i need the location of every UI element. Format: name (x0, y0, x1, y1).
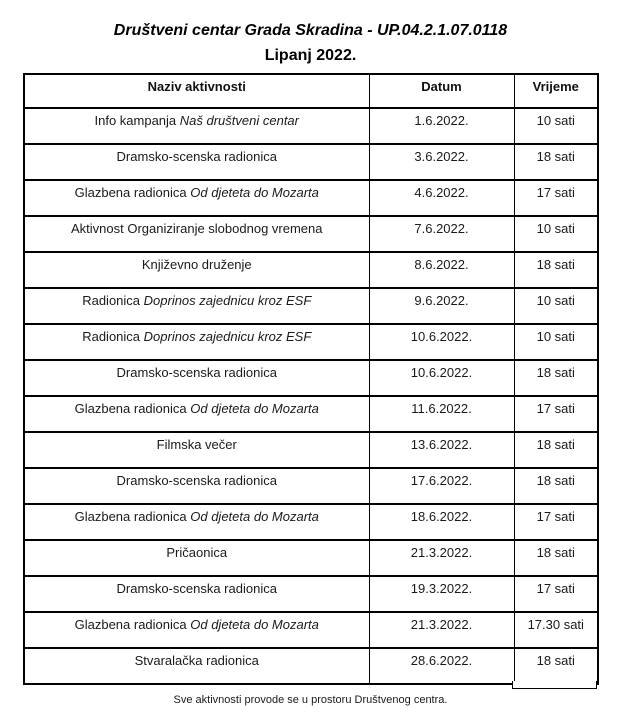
activity-name-text: Filmska večer (156, 437, 237, 452)
activity-time-cell: 17 sati (514, 180, 598, 216)
activity-name-italic-text: Od djeteta do Mozarta (190, 401, 319, 416)
activity-name-cell (24, 252, 369, 288)
column-header-naziv-aktivnosti: Naziv aktivnosti (24, 74, 369, 108)
table-row (24, 648, 598, 684)
activity-name-cell (24, 576, 369, 612)
activity-name-cell (24, 540, 369, 576)
activity-time-cell: 17.30 sati (514, 612, 598, 648)
activity-name-cell (24, 432, 369, 468)
activity-date-cell: 7.6.2022. (369, 216, 514, 252)
table-row (24, 360, 598, 396)
activity-name-cell (24, 216, 369, 252)
activity-time-cell: 10 sati (514, 324, 598, 360)
activity-name-text: Pričaonica (166, 545, 228, 560)
activity-time-cell: 18 sati (514, 648, 598, 684)
activity-time-cell: 18 sati (514, 468, 598, 504)
activity-name-cell (24, 468, 369, 504)
table-row (24, 144, 598, 180)
activity-date-cell: 13.6.2022. (369, 432, 514, 468)
table-row (24, 216, 598, 252)
activity-name-text: Dramsko-scenska radionica (116, 149, 277, 164)
activity-name-text: Info kampanja (94, 113, 180, 128)
activity-time-cell: 18 sati (514, 252, 598, 288)
activity-name-text: Glazbena radionica (74, 617, 191, 632)
table-row (24, 504, 598, 540)
activity-name-cell (24, 288, 369, 324)
table-row (24, 324, 598, 360)
activity-date-cell: 19.3.2022. (369, 576, 514, 612)
table-row (24, 612, 598, 648)
activity-name-cell (24, 612, 369, 648)
activity-name-cell (24, 396, 369, 432)
activity-name-text: Glazbena radionica (74, 509, 191, 524)
activity-time-cell: 18 sati (514, 540, 598, 576)
table-row (24, 288, 598, 324)
table-bottom-right-tail (512, 681, 597, 689)
activity-time-cell: 10 sati (514, 288, 598, 324)
activity-date-cell: 28.6.2022. (369, 648, 514, 684)
table-row (24, 576, 598, 612)
activity-name-cell (24, 324, 369, 360)
activities-table-container (23, 73, 597, 685)
activity-date-cell: 21.3.2022. (369, 612, 514, 648)
activity-name-italic-text: Doprinos zajednicu kroz ESF (143, 329, 312, 344)
footer-note: Sve aktivnosti provode se u prostoru Društvenog centra. (173, 694, 448, 706)
activity-name-italic-text: Od djeteta do Mozarta (190, 509, 319, 524)
activity-name-text: Glazbena radionica (74, 185, 191, 200)
activity-name-italic-text: Doprinos zajednicu kroz ESF (143, 293, 312, 308)
activity-name-text: Radionica (82, 329, 144, 344)
column-header-datum: Datum (369, 74, 514, 108)
table-row (24, 468, 598, 504)
activity-name-text: Književno druženje (141, 257, 252, 272)
activity-name-text: Radionica (82, 293, 144, 308)
activity-time-cell: 18 sati (514, 360, 598, 396)
activity-name-text: Aktivnost Organiziranje slobodnog vremena (71, 221, 323, 236)
column-header-vrijeme: Vrijeme (514, 74, 598, 108)
activity-name-text: Dramsko-scenska radionica (116, 473, 277, 488)
activity-date-cell: 10.6.2022. (369, 324, 514, 360)
activity-name-cell (24, 180, 369, 216)
activity-date-cell: 4.6.2022. (369, 180, 514, 216)
table-row (24, 108, 598, 144)
activity-date-cell: 11.6.2022. (369, 396, 514, 432)
activity-name-cell (24, 504, 369, 540)
activity-name-text: Stvaralačka radionica (134, 653, 259, 668)
table-row (24, 396, 598, 432)
activity-name-cell (24, 360, 369, 396)
activity-date-cell: 10.6.2022. (369, 360, 514, 396)
activity-name-italic-text: Naš društveni centar (179, 113, 299, 128)
activity-time-cell: 17 sati (514, 576, 598, 612)
table-header-row (24, 74, 598, 108)
activity-name-text: Dramsko-scenska radionica (116, 581, 277, 596)
activity-date-cell: 3.6.2022. (369, 144, 514, 180)
activity-date-cell: 1.6.2022. (369, 108, 514, 144)
activity-time-cell: 10 sati (514, 216, 598, 252)
activity-name-italic-text: Od djeteta do Mozarta (190, 185, 319, 200)
activity-name-cell (24, 144, 369, 180)
activities-table (23, 73, 599, 685)
activity-date-cell: 9.6.2022. (369, 288, 514, 324)
activity-time-cell: 18 sati (514, 144, 598, 180)
activity-time-cell: 18 sati (514, 432, 598, 468)
activity-date-cell: 17.6.2022. (369, 468, 514, 504)
document-subtitle: Lipanj 2022. (264, 47, 357, 64)
activity-date-cell: 18.6.2022. (369, 504, 514, 540)
table-row (24, 180, 598, 216)
activity-name-cell (24, 108, 369, 144)
document-title: Društveni centar Grada Skradina - UP.04.2.1.07.0118 (113, 22, 508, 39)
activity-name-text: Glazbena radionica (74, 401, 191, 416)
activity-name-text: Dramsko-scenska radionica (116, 365, 277, 380)
activity-time-cell: 17 sati (514, 504, 598, 540)
activity-date-cell: 21.3.2022. (369, 540, 514, 576)
activity-time-cell: 17 sati (514, 396, 598, 432)
table-row (24, 252, 598, 288)
activity-name-cell (24, 648, 369, 684)
table-body (24, 108, 598, 684)
activity-name-italic-text: Od djeteta do Mozarta (190, 617, 319, 632)
activity-time-cell: 10 sati (514, 108, 598, 144)
activity-date-cell: 8.6.2022. (369, 252, 514, 288)
table-row (24, 432, 598, 468)
table-row (24, 540, 598, 576)
